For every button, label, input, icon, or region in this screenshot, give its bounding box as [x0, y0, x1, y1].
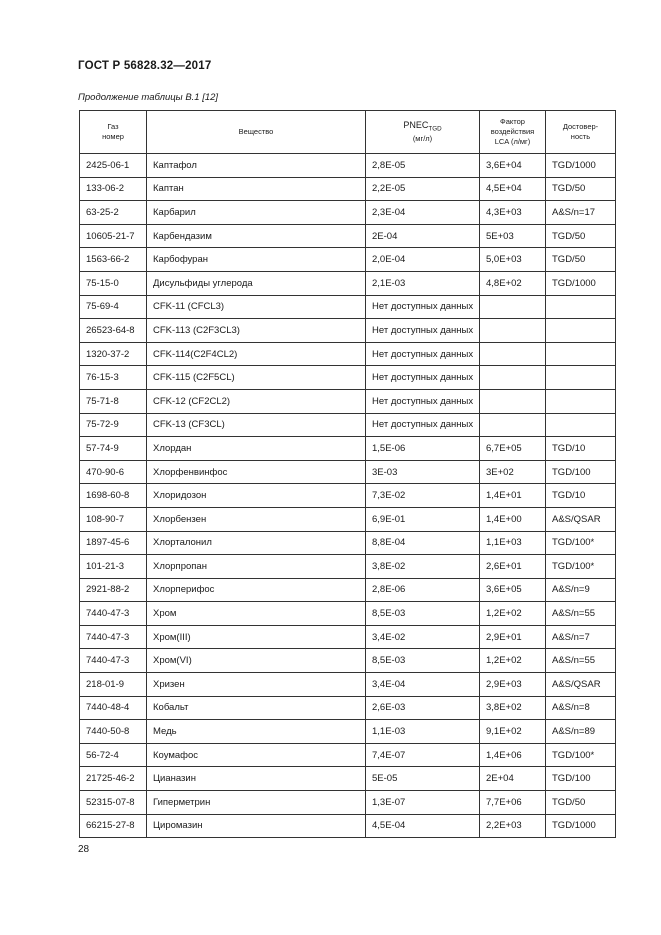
reliability-cell — [546, 389, 616, 413]
pnec-cell: Нет доступных данных — [366, 319, 480, 343]
reliability-cell: TGD/100 — [546, 767, 616, 791]
pnec-cell: 2,8E-05 — [366, 154, 480, 178]
cas-number-cell: 7440-47-3 — [80, 602, 147, 626]
substance-cell: Карбендазим — [147, 224, 366, 248]
pnec-cell: 4,5E-04 — [366, 814, 480, 838]
table-row — [80, 389, 616, 413]
pnec-cell: 1,5E-06 — [366, 437, 480, 461]
pnec-cell: 5E-05 — [366, 767, 480, 791]
reliability-cell: A&S/n=55 — [546, 602, 616, 626]
substance-cell: Хром — [147, 602, 366, 626]
lca-factor-cell: 3,6E+04 — [480, 154, 546, 178]
pnec-cell: 8,8E-04 — [366, 531, 480, 555]
cas-number-cell: 21725-46-2 — [80, 767, 147, 791]
table-row — [80, 437, 616, 461]
substance-cell: Коумафос — [147, 743, 366, 767]
substance-cell: Карбарил — [147, 201, 366, 225]
substance-cell: Медь — [147, 720, 366, 744]
pnec-cell: 2E-04 — [366, 224, 480, 248]
substance-cell: Хлорбензен — [147, 507, 366, 531]
substance-cell: Цианазин — [147, 767, 366, 791]
lca-factor-cell — [480, 389, 546, 413]
substance-cell: Хлоридозон — [147, 484, 366, 508]
lca-factor-cell: 3,6E+05 — [480, 578, 546, 602]
header-reliability: Достовер- ность — [546, 111, 616, 154]
substance-cell: Хлорпропан — [147, 555, 366, 579]
lca-factor-cell: 1,4E+00 — [480, 507, 546, 531]
table-row — [80, 177, 616, 201]
substance-cell: Гиперметрин — [147, 791, 366, 815]
pnec-cell: 3E-03 — [366, 460, 480, 484]
cas-number-cell: 7440-48-4 — [80, 696, 147, 720]
cas-number-cell: 108-90-7 — [80, 507, 147, 531]
reliability-cell: A&S/n=89 — [546, 720, 616, 744]
lca-factor-cell — [480, 366, 546, 390]
reliability-cell: A&S/n=7 — [546, 625, 616, 649]
reliability-cell: A&S/QSAR — [546, 507, 616, 531]
lca-factor-cell: 4,8E+02 — [480, 271, 546, 295]
reliability-cell — [546, 319, 616, 343]
lca-factor-cell: 5,0E+03 — [480, 248, 546, 272]
cas-number-cell: 7440-47-3 — [80, 649, 147, 673]
pnec-cell: 3,4E-04 — [366, 673, 480, 697]
lca-factor-cell: 1,4E+06 — [480, 743, 546, 767]
cas-number-cell: 1563-66-2 — [80, 248, 147, 272]
substance-cell: Хризен — [147, 673, 366, 697]
substance-cell: Хлорперифос — [147, 578, 366, 602]
substance-cell: Хром(VI) — [147, 649, 366, 673]
reliability-cell: TGD/50 — [546, 224, 616, 248]
table-row — [80, 767, 616, 791]
reliability-cell: A&S/QSAR — [546, 673, 616, 697]
cas-number-cell: 63-25-2 — [80, 201, 147, 225]
reliability-cell: TGD/100* — [546, 555, 616, 579]
table-header-row — [80, 111, 616, 154]
lca-factor-cell: 2,9E+03 — [480, 673, 546, 697]
table-row — [80, 791, 616, 815]
page-number: 28 — [78, 844, 90, 855]
lca-factor-cell — [480, 319, 546, 343]
lca-factor-cell — [480, 295, 546, 319]
substance-cell: Циромазин — [147, 814, 366, 838]
table-row — [80, 413, 616, 437]
reliability-cell: TGD/1000 — [546, 271, 616, 295]
pnec-cell: 3,8E-02 — [366, 555, 480, 579]
cas-number-cell: 101-21-3 — [80, 555, 147, 579]
reliability-cell: A&S/n=17 — [546, 201, 616, 225]
cas-number-cell: 76-15-3 — [80, 366, 147, 390]
table-row — [80, 201, 616, 225]
reliability-cell — [546, 295, 616, 319]
cas-number-cell: 2921-88-2 — [80, 578, 147, 602]
table-row — [80, 484, 616, 508]
cas-number-cell: 10605-21-7 — [80, 224, 147, 248]
reliability-cell: TGD/1000 — [546, 154, 616, 178]
pnec-cell: 2,8E-06 — [366, 578, 480, 602]
lca-factor-cell: 3,8E+02 — [480, 696, 546, 720]
cas-number-cell: 470-90-6 — [80, 460, 147, 484]
lca-factor-cell: 1,2E+02 — [480, 602, 546, 626]
reliability-cell — [546, 366, 616, 390]
pnec-cell: 2,3E-04 — [366, 201, 480, 225]
reliability-cell: TGD/50 — [546, 248, 616, 272]
pnec-cell: 1,1E-03 — [366, 720, 480, 744]
pnec-cell: Нет доступных данных — [366, 389, 480, 413]
table-row — [80, 319, 616, 343]
lca-factor-cell: 9,1E+02 — [480, 720, 546, 744]
lca-factor-cell: 2,6E+01 — [480, 555, 546, 579]
pnec-cell: 6,9E-01 — [366, 507, 480, 531]
cas-number-cell: 2425-06-1 — [80, 154, 147, 178]
reliability-cell: A&S/n=8 — [546, 696, 616, 720]
cas-number-cell: 1698-60-8 — [80, 484, 147, 508]
document-header: ГОСТ Р 56828.32—2017 — [78, 60, 212, 72]
table-row — [80, 673, 616, 697]
lca-factor-cell — [480, 342, 546, 366]
table-row — [80, 602, 616, 626]
lca-factor-cell: 5E+03 — [480, 224, 546, 248]
cas-number-cell: 7440-47-3 — [80, 625, 147, 649]
reliability-cell: TGD/1000 — [546, 814, 616, 838]
substance-cell: Каптан — [147, 177, 366, 201]
reliability-cell: TGD/100* — [546, 531, 616, 555]
pnec-cell: 1,3E-07 — [366, 791, 480, 815]
header-lca-factor: Фактор воздействия LCA (л/мг) — [480, 111, 546, 154]
substance-cell: Дисульфиды углерода — [147, 271, 366, 295]
lca-factor-cell: 1,2E+02 — [480, 649, 546, 673]
reliability-cell: TGD/10 — [546, 484, 616, 508]
header-cas-number: Газ номер — [80, 111, 147, 154]
pnec-cell: Нет доступных данных — [366, 413, 480, 437]
pnec-cell: 2,0E-04 — [366, 248, 480, 272]
table-body — [80, 154, 616, 838]
cas-number-cell: 1320-37-2 — [80, 342, 147, 366]
substance-cell: CFK-12 (CF2CL2) — [147, 389, 366, 413]
reliability-cell: TGD/100* — [546, 743, 616, 767]
table-row — [80, 154, 616, 178]
pnec-cell: Нет доступных данных — [366, 295, 480, 319]
substance-cell: CFK-114(C2F4CL2) — [147, 342, 366, 366]
lca-factor-cell: 4,3E+03 — [480, 201, 546, 225]
table-row — [80, 625, 616, 649]
lca-factor-cell: 4,5E+04 — [480, 177, 546, 201]
cas-number-cell: 66215-27-8 — [80, 814, 147, 838]
table-row — [80, 507, 616, 531]
substance-cell: Каптафол — [147, 154, 366, 178]
substance-cell: Хром(III) — [147, 625, 366, 649]
lca-factor-cell: 1,1E+03 — [480, 531, 546, 555]
pnec-cell: 8,5E-03 — [366, 602, 480, 626]
table-row — [80, 460, 616, 484]
pnec-cell: Нет доступных данных — [366, 342, 480, 366]
substance-cell: Хлорфенвинфос — [147, 460, 366, 484]
cas-number-cell: 52315-07-8 — [80, 791, 147, 815]
pnec-cell: 8,5E-03 — [366, 649, 480, 673]
pnec-cell: 7,3E-02 — [366, 484, 480, 508]
table-row — [80, 248, 616, 272]
substance-cell: CFK-13 (CF3CL) — [147, 413, 366, 437]
table-row — [80, 649, 616, 673]
cas-number-cell: 75-71-8 — [80, 389, 147, 413]
reliability-cell: TGD/100 — [546, 460, 616, 484]
substance-cell: CFK-113 (C2F3CL3) — [147, 319, 366, 343]
reliability-cell: A&S/n=55 — [546, 649, 616, 673]
lca-factor-cell: 7,7E+06 — [480, 791, 546, 815]
cas-number-cell: 1897-45-6 — [80, 531, 147, 555]
table-row — [80, 743, 616, 767]
cas-number-cell: 75-69-4 — [80, 295, 147, 319]
reliability-cell — [546, 413, 616, 437]
reliability-cell — [546, 342, 616, 366]
lca-factor-cell: 1,4E+01 — [480, 484, 546, 508]
table-row — [80, 366, 616, 390]
table-row — [80, 555, 616, 579]
cas-number-cell: 133-06-2 — [80, 177, 147, 201]
cas-number-cell: 75-15-0 — [80, 271, 147, 295]
lca-factor-cell: 2E+04 — [480, 767, 546, 791]
lca-factor-cell — [480, 413, 546, 437]
substances-table — [79, 110, 616, 838]
header-pnec: $PNEC_{TGD}$ (мг/л) — [366, 111, 480, 154]
reliability-cell: TGD/50 — [546, 791, 616, 815]
table-row — [80, 295, 616, 319]
pnec-cell: 7,4E-07 — [366, 743, 480, 767]
table-row — [80, 696, 616, 720]
lca-factor-cell: 2,2E+03 — [480, 814, 546, 838]
pnec-cell: 2,2E-05 — [366, 177, 480, 201]
cas-number-cell: 57-74-9 — [80, 437, 147, 461]
substance-cell: Хлордан — [147, 437, 366, 461]
substance-cell: CFK-11 (CFCL3) — [147, 295, 366, 319]
reliability-cell: A&S/n=9 — [546, 578, 616, 602]
cas-number-cell: 218-01-9 — [80, 673, 147, 697]
lca-factor-cell: 2,9E+01 — [480, 625, 546, 649]
pnec-cell: Нет доступных данных — [366, 366, 480, 390]
reliability-cell: TGD/50 — [546, 177, 616, 201]
substance-cell: Карбофуран — [147, 248, 366, 272]
substance-cell: Кобальт — [147, 696, 366, 720]
cas-number-cell: 56-72-4 — [80, 743, 147, 767]
pnec-cell: 3,4E-02 — [366, 625, 480, 649]
lca-factor-cell: 6,7E+05 — [480, 437, 546, 461]
lca-factor-cell: 3E+02 — [480, 460, 546, 484]
table-row — [80, 271, 616, 295]
cas-number-cell: 75-72-9 — [80, 413, 147, 437]
header-substance: Вещество — [147, 111, 366, 154]
table-row — [80, 578, 616, 602]
table-caption: Продолжение таблицы В.1 [12] — [78, 92, 219, 103]
table-row — [80, 224, 616, 248]
table-row — [80, 720, 616, 744]
pnec-cell: 2,1E-03 — [366, 271, 480, 295]
substance-cell: CFK-115 (C2F5CL) — [147, 366, 366, 390]
reliability-cell: TGD/10 — [546, 437, 616, 461]
table-row — [80, 531, 616, 555]
substance-cell: Хлорталонил — [147, 531, 366, 555]
pnec-cell: 2,6E-03 — [366, 696, 480, 720]
table-row — [80, 814, 616, 838]
cas-number-cell: 26523-64-8 — [80, 319, 147, 343]
cas-number-cell: 7440-50-8 — [80, 720, 147, 744]
table-row — [80, 342, 616, 366]
